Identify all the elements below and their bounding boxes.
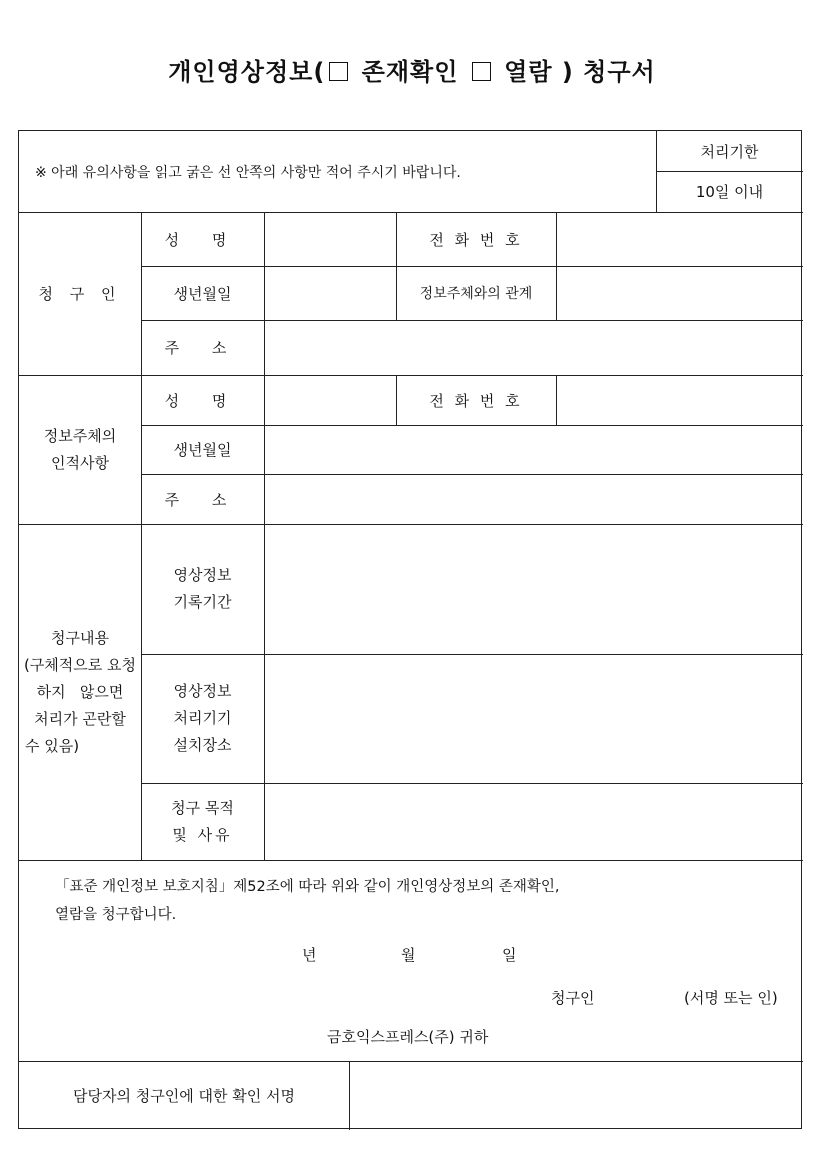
request-section-line: 수 있음)	[25, 736, 80, 755]
addressee: 금호익스프레스(주) 귀하	[327, 1028, 489, 1046]
notice-text: ※ 아래 유의사항을 읽고 굵은 선 안쪽의 사항만 적어 주시기 바랍니다.	[35, 164, 461, 181]
requester-birth-input[interactable]	[265, 267, 396, 320]
purpose-label-line: 및 사유	[172, 825, 233, 844]
deadline-value: 10일 이내	[695, 183, 764, 201]
existence-checkbox[interactable]	[329, 62, 348, 81]
date-day: 일	[502, 946, 517, 964]
subject-phone-input[interactable]	[557, 376, 803, 425]
relation-label: 정보주체와의 관계	[419, 286, 533, 302]
subject-section-line: 정보주체의	[43, 426, 117, 445]
period-label	[141, 524, 264, 654]
subject-name-input[interactable]	[265, 376, 396, 425]
signature-field[interactable]: (서명 또는 인)	[684, 989, 778, 1007]
title-text-1: 개인영상정보(	[168, 58, 326, 86]
device-label-line: 영상정보	[173, 682, 232, 700]
purpose-label-line: 청구 목적	[171, 798, 234, 817]
subject-phone-label: 전 화 번 호	[429, 391, 523, 410]
requester-address-input[interactable]	[265, 321, 803, 375]
form-title	[0, 52, 824, 87]
declaration-line-2: 열람을 청구합니다.	[55, 907, 177, 923]
date-month: 월	[401, 946, 416, 964]
form-table	[18, 130, 802, 1129]
requester-name-label: 성 명	[164, 230, 241, 249]
purpose-label	[141, 783, 264, 860]
period-input[interactable]	[265, 525, 803, 654]
purpose-input[interactable]	[265, 784, 803, 860]
requester-sign-label: 청구인	[551, 989, 595, 1007]
subject-birth-input[interactable]	[265, 426, 803, 474]
subject-section-label	[19, 375, 141, 524]
viewing-checkbox[interactable]	[472, 62, 491, 81]
subject-birth-label: 생년월일	[173, 441, 232, 459]
requester-section-label: 청 구 인	[38, 285, 122, 303]
divider	[19, 860, 803, 861]
title-text-2: 존재확인	[352, 58, 468, 86]
subject-address-input[interactable]	[265, 475, 803, 524]
confirm-label: 담당자의 청구인에 대한 확인 서명	[73, 1087, 295, 1105]
requester-name-input[interactable]	[265, 213, 396, 266]
relation-input[interactable]	[557, 267, 803, 320]
device-label-line: 처리기기	[173, 709, 232, 727]
subject-address-label: 주 소	[164, 490, 241, 509]
deadline-label: 처리기한	[700, 142, 759, 161]
device-location-input[interactable]	[265, 655, 803, 783]
device-location-label	[141, 654, 264, 783]
subject-section-line: 인적사항	[51, 453, 109, 472]
device-label-line: 설치장소	[173, 736, 232, 754]
requester-address-label: 주 소	[164, 339, 241, 357]
declaration-line-1: 「표준 개인정보 보호지침」제52조에 따라 위와 같이 개인영상정보의 존재확인,	[55, 879, 560, 895]
requester-phone-label: 전 화 번 호	[429, 230, 523, 249]
subject-name-label: 성 명	[164, 391, 241, 410]
period-label-line: 영상정보	[173, 566, 232, 584]
date-year: 년	[302, 946, 317, 964]
request-section-line: 하지 않으면	[36, 682, 124, 701]
requester-phone-input[interactable]	[557, 213, 803, 266]
request-section-line: 처리가 곤란할	[34, 709, 126, 728]
period-label-line: 기록기간	[173, 593, 232, 611]
request-section-label	[19, 524, 141, 860]
requester-birth-label: 생년월일	[173, 284, 232, 303]
request-section-line: (구체적으로 요청	[23, 655, 137, 674]
request-section-line: 청구내용	[51, 628, 109, 647]
title-text-3: 열람 ) 청구서	[494, 58, 656, 86]
confirm-signature-input[interactable]	[350, 1062, 803, 1130]
